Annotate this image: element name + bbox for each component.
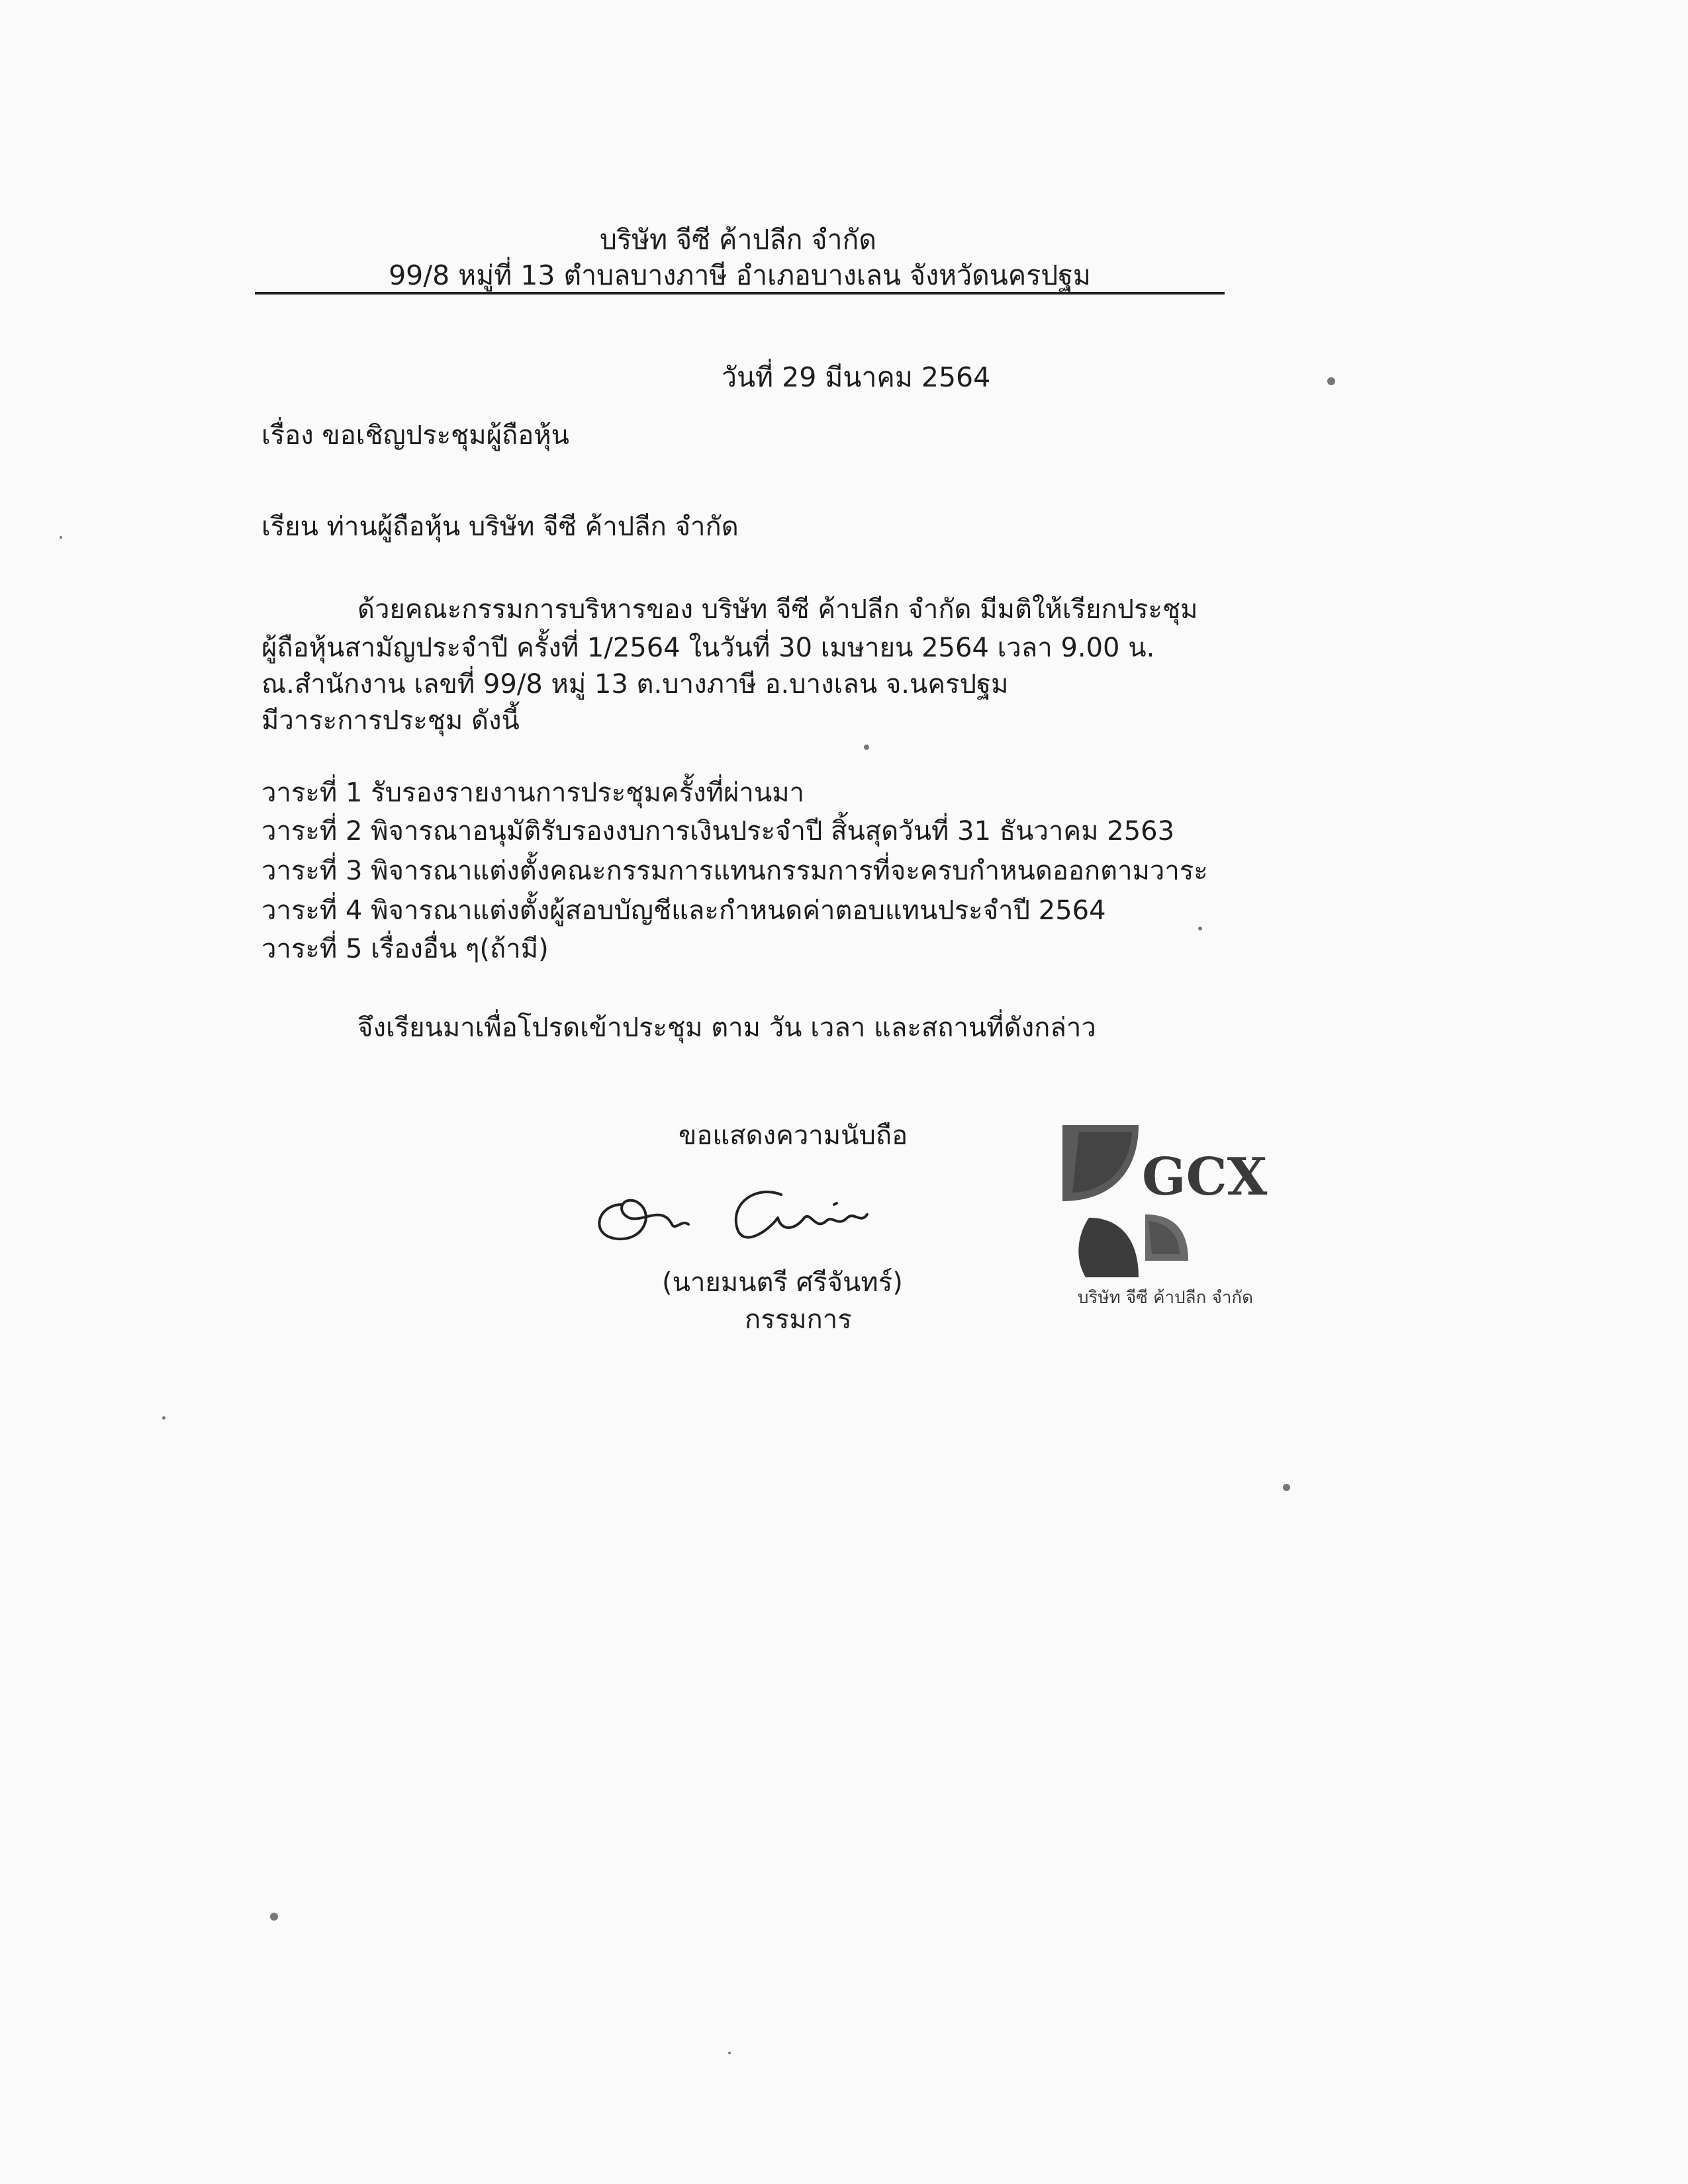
scan-speck xyxy=(1283,1484,1290,1491)
agenda-item: วาระที่ 3 พิจารณาแต่งตั้งคณะกรรมการแทนกรรมการที่จะครบกำหนดออกตามวาระ xyxy=(261,856,1208,886)
agenda-item: วาระที่ 5 เรื่องอื่น ๆ(ถ้ามี) xyxy=(261,934,549,964)
agenda-item: วาระที่ 2 พิจารณาอนุมัติรับรองงบการเงินประจำปี สิ้นสุดวันที่ 31 ธันวาคม 2563 xyxy=(261,816,1175,846)
letter-subject: เรื่อง ขอเชิญประชุมผู้ถือหุ้น xyxy=(261,420,569,451)
body-line: มีวาระการประชุม ดังนี้ xyxy=(261,705,520,736)
letter-date: วันที่ 29 มีนาคม 2564 xyxy=(722,361,991,393)
signatory-position: กรรมการ xyxy=(745,1304,852,1335)
scan-speck xyxy=(60,536,62,539)
company-address: 99/8 หมู่ที่ 13 ตำบลบางภาษี อำเภอบางเลน จังหวัดนครปฐม xyxy=(389,259,1091,291)
svg-text:GCX: GCX xyxy=(1142,1147,1268,1207)
agenda-item: วาระที่ 1 รับรองรายงานการประชุมครั้งที่ผ่านมา xyxy=(261,778,805,808)
handwritten-signature xyxy=(583,1165,887,1251)
signatory-name: (นายมนตรี ศรีจันทร์) xyxy=(662,1267,903,1298)
scan-speck xyxy=(1327,377,1335,385)
gcx-logo-icon xyxy=(1059,1118,1284,1284)
letter-recipient: เรียน ท่านผู้ถือหุ้น บริษัท จีซี ค้าปลีก จำกัด xyxy=(261,512,739,542)
company-name: บริษัท จีซี ค้าปลีก จำกัด xyxy=(600,224,876,255)
scan-speck xyxy=(1198,927,1202,931)
closing-line: จึงเรียนมาเพื่อโปรดเข้าประชุม ตาม วัน เวลา และสถานที่ดังกล่าว xyxy=(357,1013,1096,1043)
body-line: ผู้ถือหุ้นสามัญประจำปี ครั้งที่ 1/2564 ในวันที่ 30 เมษายน 2564 เวลา 9.00 น. xyxy=(261,633,1155,663)
scan-speck xyxy=(162,1416,165,1420)
body-line: ด้วยคณะกรรมการบริหารของ บริษัท จีซี ค้าปลีก จำกัด มีมติให้เรียกประชุม xyxy=(357,594,1198,625)
scan-speck xyxy=(270,1913,278,1921)
scan-speck xyxy=(728,2052,731,2054)
company-seal xyxy=(1059,1118,1284,1317)
salutation: ขอแสดงความนับถือ xyxy=(679,1120,908,1151)
seal-caption: บริษัท จีซี ค้าปลีก จำกัด xyxy=(1078,1288,1254,1308)
header-rule xyxy=(255,292,1225,295)
body-line: ณ.สำนักงาน เลขที่ 99/8 หมู่ 13 ต.บางภาษี อ.บางเลน จ.นครปฐม xyxy=(261,669,1009,700)
scan-speck xyxy=(864,745,869,750)
agenda-item: วาระที่ 4 พิจารณาแต่งตั้งผู้สอบบัญชีและกำหนดค่าตอบแทนประจำปี 2564 xyxy=(261,895,1106,926)
